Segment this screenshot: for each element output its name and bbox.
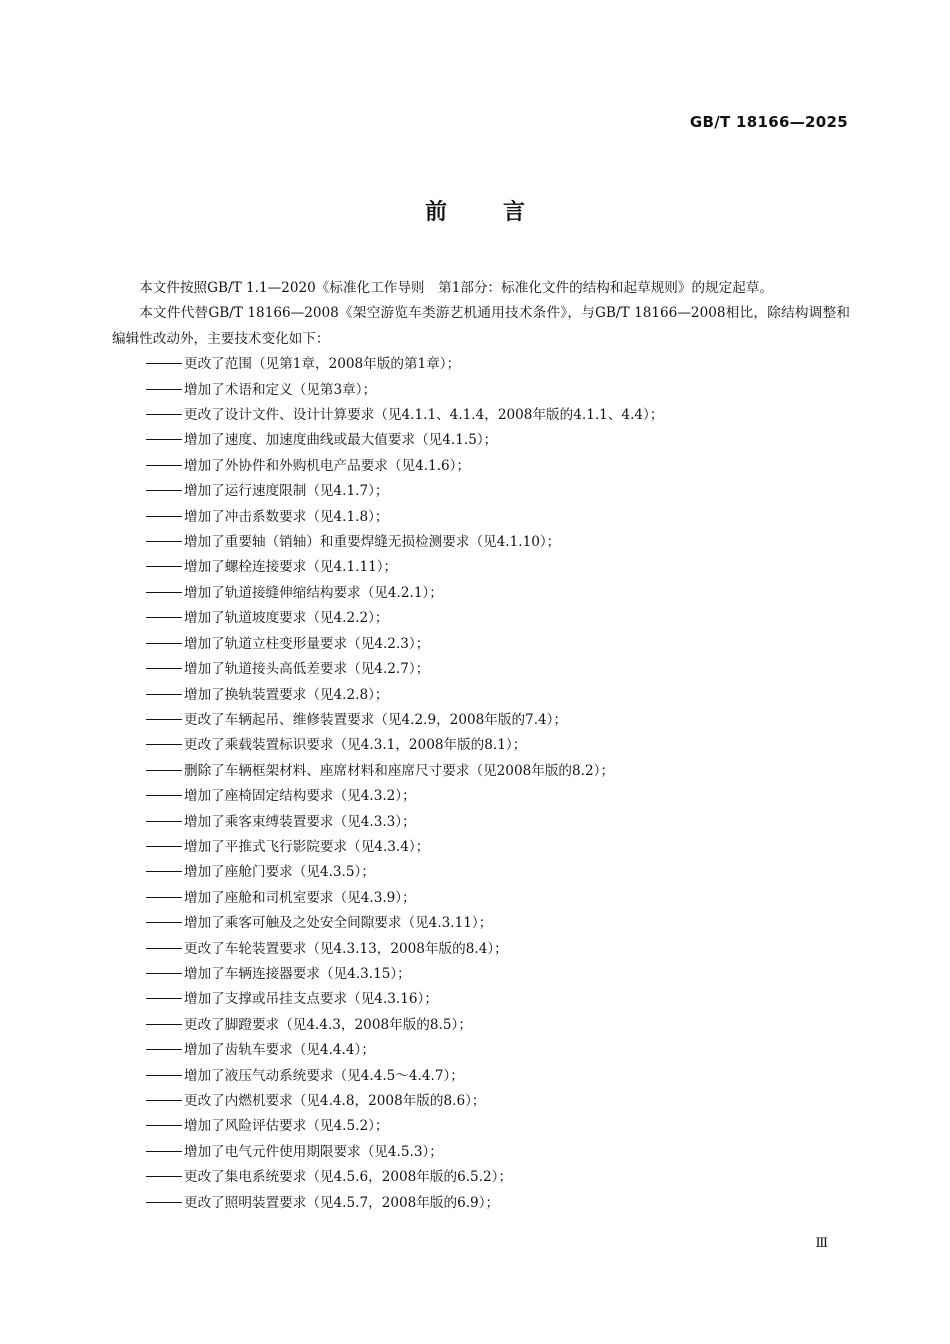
change-item	[112, 505, 850, 530]
change-item-text: 增加了外协件和外购机电产品要求（见4.1.6）；	[184, 457, 471, 474]
page-title: 前言	[424, 200, 581, 225]
change-item-text: 更改了照明装置要求（见4.5.7，2008年版的6.9）；	[184, 1194, 500, 1211]
em-dash-marker	[146, 948, 182, 949]
em-dash-marker	[146, 1176, 182, 1177]
em-dash-marker	[146, 922, 182, 923]
em-dash-marker	[146, 617, 182, 618]
em-dash-marker	[146, 541, 182, 542]
intro-paragraph-1: 本文件按照GB/T 1.1—2020《标准化工作导则 第1部分：标准化文件的结构和起草规则》的规定起草。	[139, 280, 774, 296]
change-item-text: 增加了乘客束缚装置要求（见4.3.3）；	[184, 813, 416, 830]
change-item	[112, 708, 850, 733]
em-dash-marker	[146, 490, 182, 491]
change-item-text: 更改了内燃机要求（见4.4.8，2008年版的8.6）；	[184, 1093, 486, 1109]
change-item	[112, 1140, 850, 1165]
change-item	[112, 454, 850, 479]
change-item	[112, 962, 850, 987]
em-dash-marker	[146, 1151, 182, 1152]
em-dash-marker	[146, 846, 182, 847]
change-item-text: 增加了术语和定义（见第3章）；	[184, 381, 377, 398]
em-dash-marker	[146, 694, 182, 695]
change-item	[112, 937, 850, 962]
em-dash-marker	[146, 1100, 182, 1101]
em-dash-marker	[146, 795, 182, 796]
change-item-text: 增加了液压气动系统要求（见4.4.5～4.4.7）；	[184, 1067, 464, 1084]
change-item	[112, 1089, 850, 1114]
intro-paragraph-2: 本文件代替GB/T 18166—2008《架空游览车类游艺机通用技术条件》，与GB/T 18166—2008相比，除结构调整和编辑性改动外，主要技术变化如下：	[112, 305, 850, 347]
change-item-text: 增加了齿轨车要求（见4.4.4）；	[184, 1042, 375, 1059]
change-item-text: 更改了车轮装置要求（见4.3.13，2008年版的8.4）；	[184, 940, 508, 957]
em-dash-marker	[146, 770, 182, 771]
em-dash-marker	[146, 719, 182, 720]
change-item-text: 增加了螺栓连接要求（见4.1.11）；	[184, 559, 398, 576]
change-item	[112, 606, 850, 631]
change-item-text: 更改了乘载装置标识要求（见4.3.1，2008年版的8.1）；	[184, 737, 527, 754]
em-dash-marker	[146, 1024, 182, 1025]
change-item	[112, 479, 850, 504]
change-item	[112, 1013, 850, 1038]
em-dash-marker	[146, 998, 182, 999]
change-item	[112, 683, 850, 708]
change-item	[112, 581, 850, 606]
em-dash-marker	[146, 821, 182, 822]
change-item	[112, 784, 850, 809]
change-item	[112, 759, 850, 784]
change-item-text: 增加了电气元件使用期限要求（见4.5.3）；	[184, 1143, 443, 1160]
change-item	[112, 1165, 850, 1190]
em-dash-marker	[146, 973, 182, 974]
change-item	[112, 860, 850, 885]
change-item	[112, 352, 850, 377]
change-item-text: 增加了换轨装置要求（见4.2.8）；	[184, 686, 389, 703]
change-item-text: 更改了脚蹬要求（见4.4.3，2008年版的8.5）；	[184, 1016, 472, 1033]
change-item-text: 增加了风险评估要求（见4.5.2）；	[184, 1118, 389, 1135]
change-item-text: 增加了乘客可触及之处安全间隙要求（见4.3.11）；	[184, 915, 493, 932]
em-dash-marker	[146, 1125, 182, 1126]
standard-code: GB/T 18166—2025	[689, 113, 848, 131]
em-dash-marker	[146, 1202, 182, 1203]
change-item	[112, 632, 850, 657]
change-item	[112, 886, 850, 911]
change-item-text: 增加了轨道坡度要求（见4.2.2）；	[184, 610, 389, 627]
change-item-text: 增加了冲击系数要求（见4.1.8）；	[184, 508, 389, 525]
change-item-text: 增加了速度、加速度曲线或最大值要求（见4.1.5）；	[184, 432, 498, 449]
change-item	[112, 1191, 850, 1216]
em-dash-marker	[146, 871, 182, 872]
change-item	[112, 987, 850, 1012]
change-item-text: 增加了轨道接缝伸缩结构要求（见4.2.1）；	[184, 584, 443, 601]
em-dash-marker	[146, 592, 182, 593]
change-item-text: 增加了座舱门要求（见4.3.5）；	[184, 864, 375, 881]
em-dash-marker	[146, 389, 182, 390]
em-dash-marker	[146, 363, 182, 364]
change-item-text: 增加了座椅固定结构要求（见4.3.2）；	[184, 788, 416, 805]
em-dash-marker	[146, 439, 182, 440]
change-item-text: 增加了支撑或吊挂支点要求（见4.3.16）；	[184, 991, 438, 1008]
change-item	[112, 1038, 850, 1063]
em-dash-marker	[146, 465, 182, 466]
change-item	[112, 1114, 850, 1139]
em-dash-marker	[146, 414, 182, 415]
change-item	[112, 378, 850, 403]
em-dash-marker	[146, 516, 182, 517]
em-dash-marker	[146, 1049, 182, 1050]
change-item-text: 更改了集电系统要求（见4.5.6，2008年版的6.5.2）；	[184, 1169, 513, 1186]
em-dash-marker	[146, 744, 182, 745]
change-item-text: 增加了平推式飞行影院要求（见4.3.4）；	[184, 838, 430, 855]
change-item-text: 增加了车辆连接器要求（见4.3.15）；	[184, 965, 411, 982]
change-item	[112, 911, 850, 936]
change-item-text: 增加了重要轴（销轴）和重要焊缝无损检测要求（见4.1.10）；	[184, 534, 561, 551]
change-item	[112, 428, 850, 453]
change-item	[112, 657, 850, 682]
change-item	[112, 733, 850, 758]
change-item	[112, 530, 850, 555]
change-item-text: 增加了运行速度限制（见4.1.7）；	[184, 483, 389, 500]
change-item-text: 增加了轨道立柱变形量要求（见4.2.3）；	[184, 635, 430, 652]
em-dash-marker	[146, 566, 182, 567]
change-item-text: 增加了轨道接头高低差要求（见4.2.7）；	[184, 661, 430, 678]
change-item	[112, 810, 850, 835]
em-dash-marker	[146, 897, 182, 898]
change-item	[112, 403, 850, 428]
em-dash-marker	[146, 643, 182, 644]
change-item-text: 更改了车辆起吊、维修装置要求（见4.2.9，2008年版的7.4）；	[184, 711, 568, 728]
change-item	[112, 835, 850, 860]
change-item-text: 更改了范围（见第1章，2008年版的第1章）；	[184, 356, 461, 373]
change-item	[112, 555, 850, 580]
change-item	[112, 1064, 850, 1089]
change-item-text: 更改了设计文件、设计计算要求（见4.1.1、4.1.4，2008年版的4.1.1、4.4）；	[184, 407, 664, 424]
change-item-text: 删除了车辆框架材料、座席材料和座席尺寸要求（见2008年版的8.2）；	[184, 762, 615, 779]
change-item-text: 增加了座舱和司机室要求（见4.3.9）；	[184, 889, 416, 906]
document-body	[112, 276, 850, 1216]
em-dash-marker	[146, 1075, 182, 1076]
em-dash-marker	[146, 668, 182, 669]
change-list	[112, 352, 850, 1216]
page-number: Ⅲ	[815, 1236, 828, 1251]
